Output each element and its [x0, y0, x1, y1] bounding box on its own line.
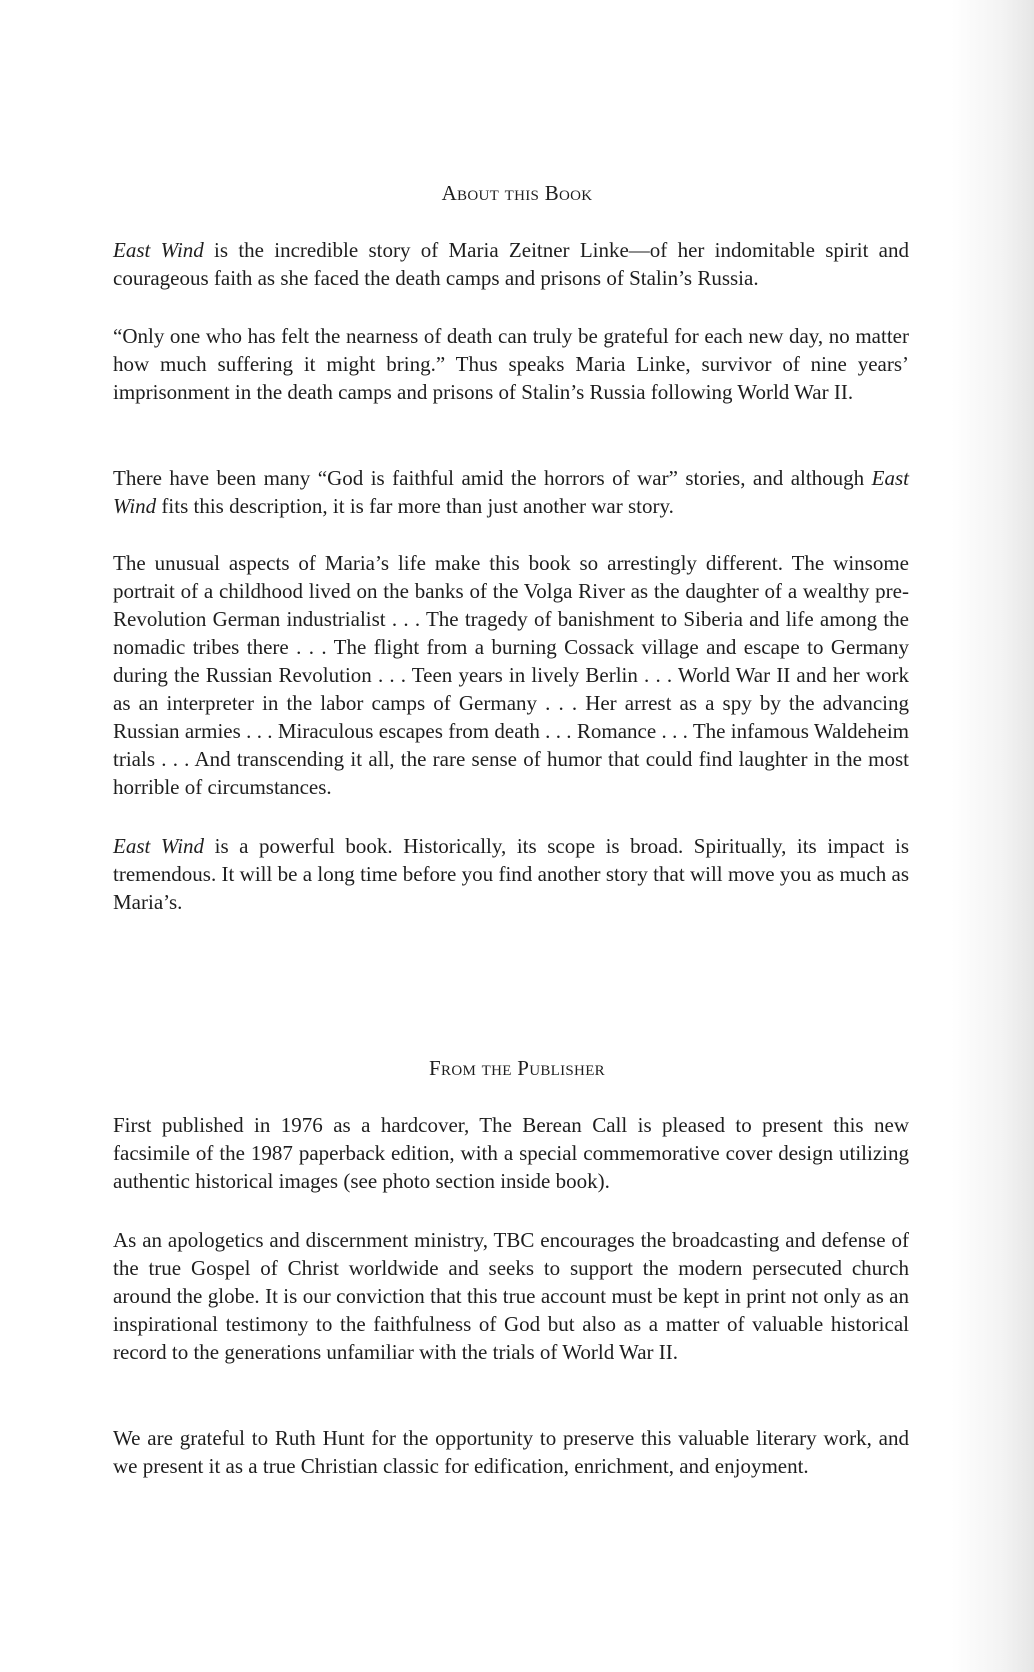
publisher-paragraph-2: As an apologetics and discernment ministry, TBC encourages the broadcasting and defense of the true Gospel of Christ worldwide and seeks to support the modern persecuted church around the globe. It is our conviction that this true account must be kept in print not only as an inspirational testimony to the faithfulness of God but also as a matter of valuable historical record to the generations unfamiliar with the trials of World War II.: [113, 1228, 909, 1364]
about-this-book-heading: About this Book: [441, 181, 593, 205]
book-title: East Wind: [113, 834, 205, 858]
about-paragraph-5: [113, 832, 909, 916]
publisher-paragraph-3: We are grateful to Ruth Hunt for the opportunity to preserve this valuable literary work, and we present it as a true Christian classic for edification, enrichment, and enjoyment.: [113, 1426, 909, 1478]
about-paragraph-1: [113, 236, 909, 292]
paragraph-text: There have been many “God is faithful amid the horrors of war” stories, and although: [113, 466, 872, 490]
book-title: East Wind: [113, 466, 909, 518]
paragraph-text: fits this description, it is far more than just another war story.: [156, 494, 674, 518]
about-paragraph-4: The unusual aspects of Maria’s life make this book so arrestingly different. The winsome portrait of a childhood lived on the banks of the Volga River as the daughter of a wealthy pre-Revolution German industrialist . . . The tragedy of banishment to Siberia and life among the nomadic tribes there . . . The flight from a burning Cossack village and escape to Germany during the Russian Revolution . . . Teen years in lively Berlin . . . World War II and her work as an interpreter in the labor camps of Germany . . . Her arrest as a spy by the advancing Russian armies . . . Miraculous escapes from death . . . Romance . . . The infamous Waldeheim trials . . . And transcending it all, the rare sense of humor that could find laughter in the most horrible of circumstances.: [113, 551, 909, 799]
about-paragraph-3: [113, 464, 909, 520]
book-title: East Wind: [113, 238, 204, 262]
about-paragraph-2: “Only one who has felt the nearness of death can truly be grateful for each new day, no matter how much suffering it might bring.” Thus speaks Maria Linke, survivor of nine years’ imprisonment in the death camps and prisons of Stalin’s Russia following World War II.: [113, 324, 909, 404]
paragraph-text: is a powerful book. Historically, its scope is broad. Spiritually, its impact is tremendous. It will be a long time before you find another story that will move you as much as Maria’s.: [113, 834, 909, 914]
publisher-paragraph-1: First published in 1976 as a hardcover, The Berean Call is pleased to present this new facsimile of the 1987 paperback edition, with a special commemorative cover design utilizing authentic historical images (see photo section inside book).: [113, 1113, 909, 1193]
from-the-publisher-heading: From the Publisher: [429, 1056, 605, 1080]
paragraph-text: is the incredible story of Maria Zeitner Linke—of her indomitable spirit and courageous faith as she faced the death camps and prisons of Stalin’s Russia.: [113, 238, 909, 290]
